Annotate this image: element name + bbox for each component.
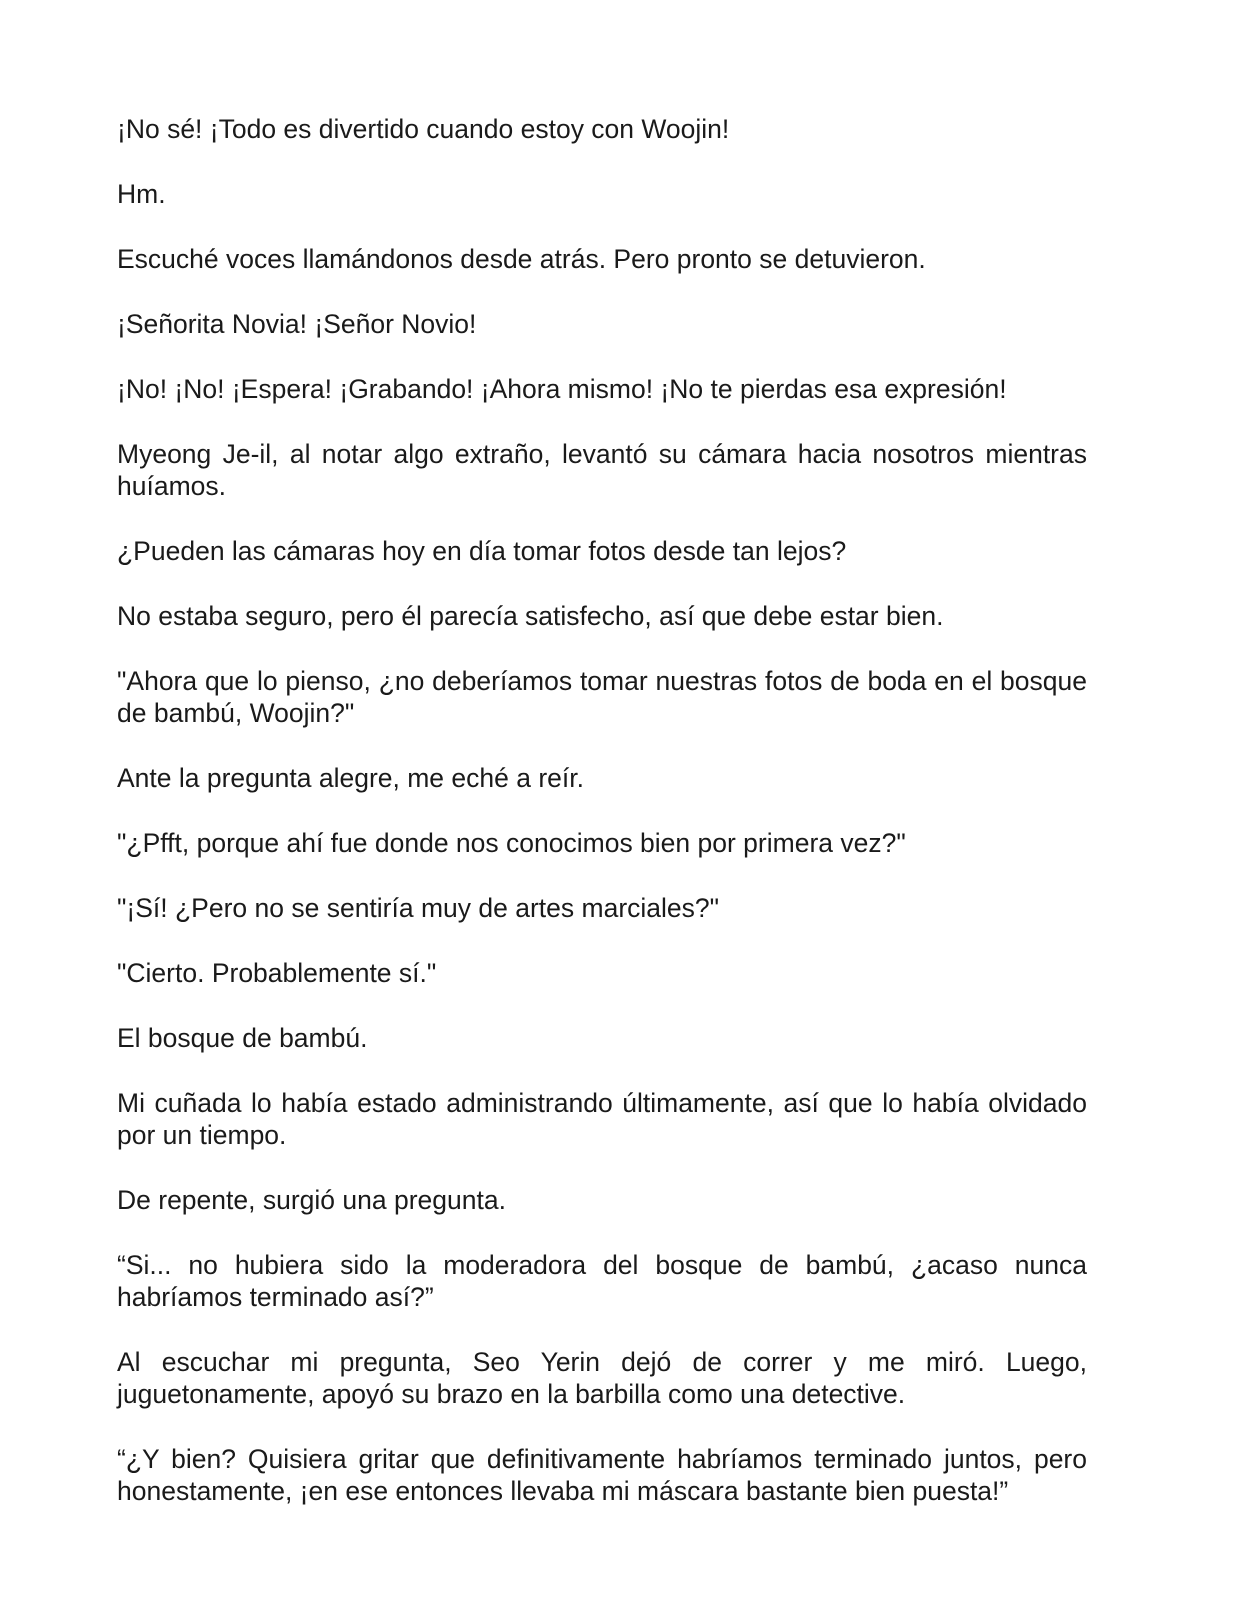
paragraph: Hm. — [117, 179, 166, 209]
paragraph: El bosque de bambú. — [117, 1023, 368, 1053]
paragraph: Myeong Je-il, al notar algo extraño, levantó su cámara hacia nosotros mientras huíamos. — [117, 439, 1087, 501]
paragraph: Mi cuñada lo había estado administrando últimamente, así que lo había olvidado por un tiempo. — [117, 1088, 1087, 1150]
paragraph: Escuché voces llamándonos desde atrás. Pero pronto se detuvieron. — [117, 244, 926, 274]
paragraph: ¡Señorita Novia! ¡Señor Novio! — [117, 309, 477, 339]
paragraph: "¡Sí! ¿Pero no se sentiría muy de artes marciales?" — [117, 893, 720, 923]
paragraph: "Cierto. Probablemente sí." — [117, 958, 437, 988]
paragraph: "Ahora que lo pienso, ¿no deberíamos tomar nuestras fotos de boda en el bosque de bambú, Woojin?" — [117, 666, 1087, 728]
paragraph: Al escuchar mi pregunta, Seo Yerin dejó de correr y me miró. Luego, juguetonamente, apoyó su brazo en la barbilla como una detective. — [117, 1347, 1087, 1409]
paragraph: “Si... no hubiera sido la moderadora del bosque de bambú, ¿acaso nunca habríamos terminado así?” — [117, 1250, 1087, 1312]
paragraph: “¿Y bien? Quisiera gritar que definitivamente habríamos terminado juntos, pero honestamente, ¡en ese entonces llevaba mi máscara bastante bien puesta!” — [117, 1444, 1087, 1506]
paragraph: ¿Pueden las cámaras hoy en día tomar fotos desde tan lejos? — [117, 536, 847, 566]
paragraph: ¡No! ¡No! ¡Espera! ¡Grabando! ¡Ahora mismo! ¡No te pierdas esa expresión! — [117, 374, 1007, 404]
paragraph: De repente, surgió una pregunta. — [117, 1185, 506, 1215]
paragraph: ¡No sé! ¡Todo es divertido cuando estoy con Woojin! — [117, 114, 730, 144]
paragraph: No estaba seguro, pero él parecía satisfecho, así que debe estar bien. — [117, 601, 944, 631]
document-body — [117, 113, 1087, 1540]
paragraph: "¿Pfft, porque ahí fue donde nos conocimos bien por primera vez?" — [117, 828, 906, 858]
paragraph: Ante la pregunta alegre, me eché a reír. — [117, 763, 584, 793]
